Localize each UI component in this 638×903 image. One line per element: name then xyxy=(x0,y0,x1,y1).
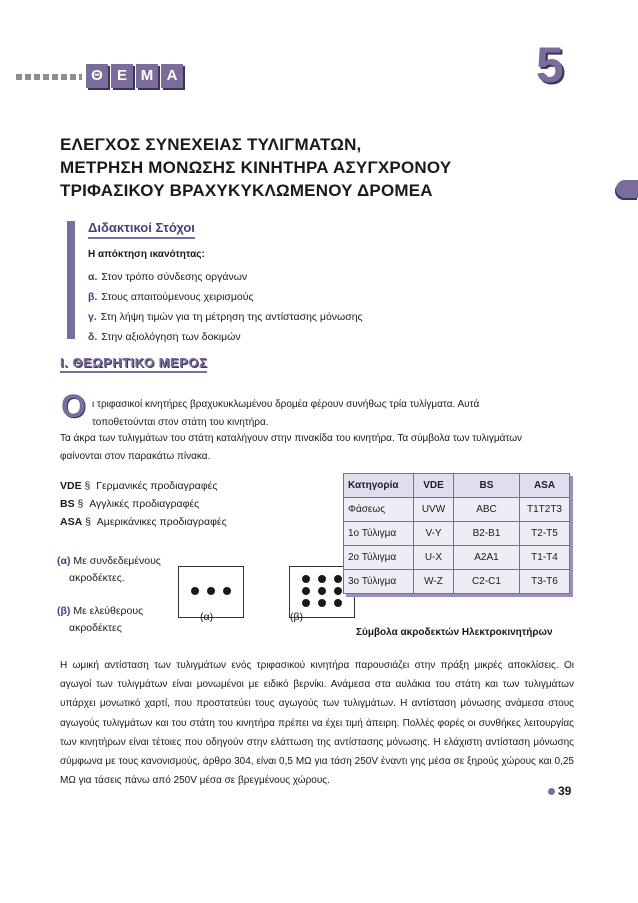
terminal-dot xyxy=(302,599,310,607)
table-cell: Φάσεως xyxy=(344,498,414,522)
body-paragraph: Η ωμική αντίσταση των τυλιγμάτων ενός τριφασικού κινητήρα παρουσιάζει στην πράξη μικρές αποκλίσεις. Οι αγωγοί των τυλιγμάτων είναι μονωμένοι με ειδικό βερνίκι. Ανάμεσα στα αυλάκια του στάτη και των τυλιγμάτων υπάρχει μονωτικό χαρτί, που προστατεύει τους αγωγούς των τυλιγμάτων. Η αντίσταση μόνωσης ανάμεσα στους αγωγούς τυλιγμάτων και του στάτη του κινητήρα πρέπει να έχει τιμή άπειρη. Πολλές φορές οι συνθήκες λειτουργίας των κινητήρων είναι τέτοιες που οδηγούν στην ελάττωση της αντίστασης μόνωσης. Η ελάχιστη αντίσταση μόνωσης σύμφωνα με τους κανονισμούς, άρθρο 304, είναι 0,5 ΜΩ για τάση 250V έναντι γης μέσα σε ξηρούς χώρους και 0,25 ΜΩ για τάσεις πάνω από 250V μέσα σε βρεγμένους χώρους. xyxy=(60,660,574,787)
table-cell: W-Z xyxy=(414,570,454,594)
connection-a-line2: ακροδέκτες. xyxy=(69,572,125,584)
intro-paragraph: ι τριφασικοί κινητήρες βραχυκυκλωμένου δρομέα φέρουν συνήθως τρία τυλίγματα. Αυτά τοποθετούνται στον στάτη του κινητήρα. xyxy=(92,399,480,428)
table-cell: T1T2T3 xyxy=(520,498,570,522)
connection-b xyxy=(57,603,143,637)
theory-heading: Ι. ΘΕΩΡΗΤΙΚΟ ΜΕΡΟΣ xyxy=(60,355,207,373)
table-cell: 3ο Τύλιγμα xyxy=(344,570,414,594)
objectives-bar xyxy=(67,221,75,339)
abbr-sep: § xyxy=(84,480,91,492)
objective-marker: γ. xyxy=(88,311,97,323)
table-cell: T3-T6 xyxy=(520,570,570,594)
connection-a-line1: Με συνδεδεμένους xyxy=(73,555,161,567)
terminal-dot xyxy=(334,587,342,595)
terminal-dot xyxy=(334,575,342,583)
objective-item xyxy=(88,287,363,307)
page-bullet-icon xyxy=(548,788,555,795)
title-line: ΤΡΙΦΑΣΙΚΟΥ ΒΡΑΧΥΚΥΚΛΩΜΕΝΟΥ ΔΡΟΜΕΑ xyxy=(60,181,433,200)
intro-paragraph-2: Τα άκρα των τυλιγμάτων του στάτη καταλήγουν στην πινακίδα του κινητήρα. Τα σύμβολα των τυλιγμάτων φαίνονται στον παρακάτω πίνακα. xyxy=(60,433,523,462)
abbr-sep: § xyxy=(77,498,84,510)
objectives-heading: Διδακτικοί Στόχοι xyxy=(88,220,195,239)
table-cell: V-Y xyxy=(414,522,454,546)
terminal-dot xyxy=(334,599,342,607)
objective-text: Στους απαιτούμενους χειρισμούς xyxy=(101,291,254,303)
abbr-code: VDE xyxy=(60,480,82,492)
table-cell: B2-B1 xyxy=(454,522,520,546)
page-number-text: 39 xyxy=(558,784,572,798)
terminal-dot xyxy=(223,587,231,595)
terminal-dot xyxy=(318,587,326,595)
table-row xyxy=(344,498,570,522)
objective-item xyxy=(88,307,363,327)
table-cell: 1ο Τύλιγμα xyxy=(344,522,414,546)
terminal-symbols-table xyxy=(343,473,570,594)
abbreviation-item xyxy=(60,495,227,513)
objectives-subheading: Η απόκτηση ικανότητας: xyxy=(88,249,205,260)
table-cell: 2ο Τύλιγμα xyxy=(344,546,414,570)
abbr-desc: Αγγλικές προδιαγραφές xyxy=(89,498,200,510)
thema-letter: Μ xyxy=(136,64,158,88)
table-header-row xyxy=(344,474,570,498)
table-header: BS xyxy=(454,474,520,498)
table-cell: C2-C1 xyxy=(454,570,520,594)
table-row xyxy=(344,570,570,594)
terminal-label-b: (β) xyxy=(290,611,304,623)
title-line: ΕΛΕΓΧΟΣ ΣΥΝΕΧΕΙΑΣ ΤΥΛΙΓΜΑΤΩΝ, xyxy=(60,135,362,154)
objective-marker: δ. xyxy=(88,331,98,343)
terminal-label-a: (α) xyxy=(200,611,214,623)
objectives-list xyxy=(88,267,363,347)
thema-letter: Α xyxy=(161,64,183,88)
table-cell: T2-T5 xyxy=(520,522,570,546)
thema-letter: Θ xyxy=(86,64,108,88)
connection-b-marker: (β) xyxy=(57,605,71,617)
thema-letter: Ε xyxy=(111,64,133,88)
table-cell: A2A1 xyxy=(454,546,520,570)
objective-text: Στη λήψη τιμών για τη μέτρηση της αντίστασης μόνωσης xyxy=(100,311,363,323)
terminal-dot xyxy=(302,587,310,595)
objective-marker: α. xyxy=(88,271,98,283)
objective-item xyxy=(88,267,363,287)
table-header: ASA xyxy=(520,474,570,498)
dropcap: Ο xyxy=(61,388,86,424)
objective-item xyxy=(88,327,363,347)
connection-a xyxy=(57,553,161,587)
abbr-code: ASA xyxy=(60,516,83,528)
terminal-dot xyxy=(207,587,215,595)
objective-text: Στον τρόπο σύνδεσης οργάνων xyxy=(101,271,248,283)
abbreviation-list xyxy=(60,477,227,531)
terminal-dot xyxy=(191,587,199,595)
table-row xyxy=(344,546,570,570)
abbr-desc: Γερμανικές προδιαγραφές xyxy=(96,480,218,492)
table-cell: UVW xyxy=(414,498,454,522)
page-number xyxy=(548,784,571,798)
terminal-dot xyxy=(318,599,326,607)
table-cell: U-X xyxy=(414,546,454,570)
abbreviation-item xyxy=(60,513,227,531)
table-header: Κατηγορία xyxy=(344,474,414,498)
title-line: ΜΕΤΡΗΣΗ ΜΟΝΩΣΗΣ ΚΙΝΗΤΗΡΑ ΑΣΥΓΧΡΟΝΟΥ xyxy=(60,158,452,177)
connection-a-marker: (α) xyxy=(57,555,71,567)
abbr-sep: § xyxy=(85,516,91,528)
table-row xyxy=(344,522,570,546)
terminal-dot xyxy=(302,575,310,583)
thema-label xyxy=(86,64,183,88)
table-caption: Σύμβολα ακροδεκτών Ηλεκτροκινητήρων xyxy=(356,627,553,638)
abbr-desc: Αμερικάνικες προδιαγραφές xyxy=(96,516,227,528)
side-tab xyxy=(616,180,638,198)
table-cell: ABC xyxy=(454,498,520,522)
objective-text: Στην αξιολόγηση των δοκιμών xyxy=(101,331,241,343)
abbr-code: BS xyxy=(60,498,75,510)
page-title xyxy=(60,133,451,202)
header-dots xyxy=(16,74,82,80)
objective-marker: β. xyxy=(88,291,98,303)
connection-b-line2: ακροδέκτες xyxy=(69,622,122,634)
abbreviation-item xyxy=(60,477,227,495)
terminal-dot xyxy=(318,575,326,583)
connection-b-line1: Με ελεύθερους xyxy=(73,605,144,617)
table-cell: T1-T4 xyxy=(520,546,570,570)
chapter-number: 5 xyxy=(536,37,564,93)
table-header: VDE xyxy=(414,474,454,498)
